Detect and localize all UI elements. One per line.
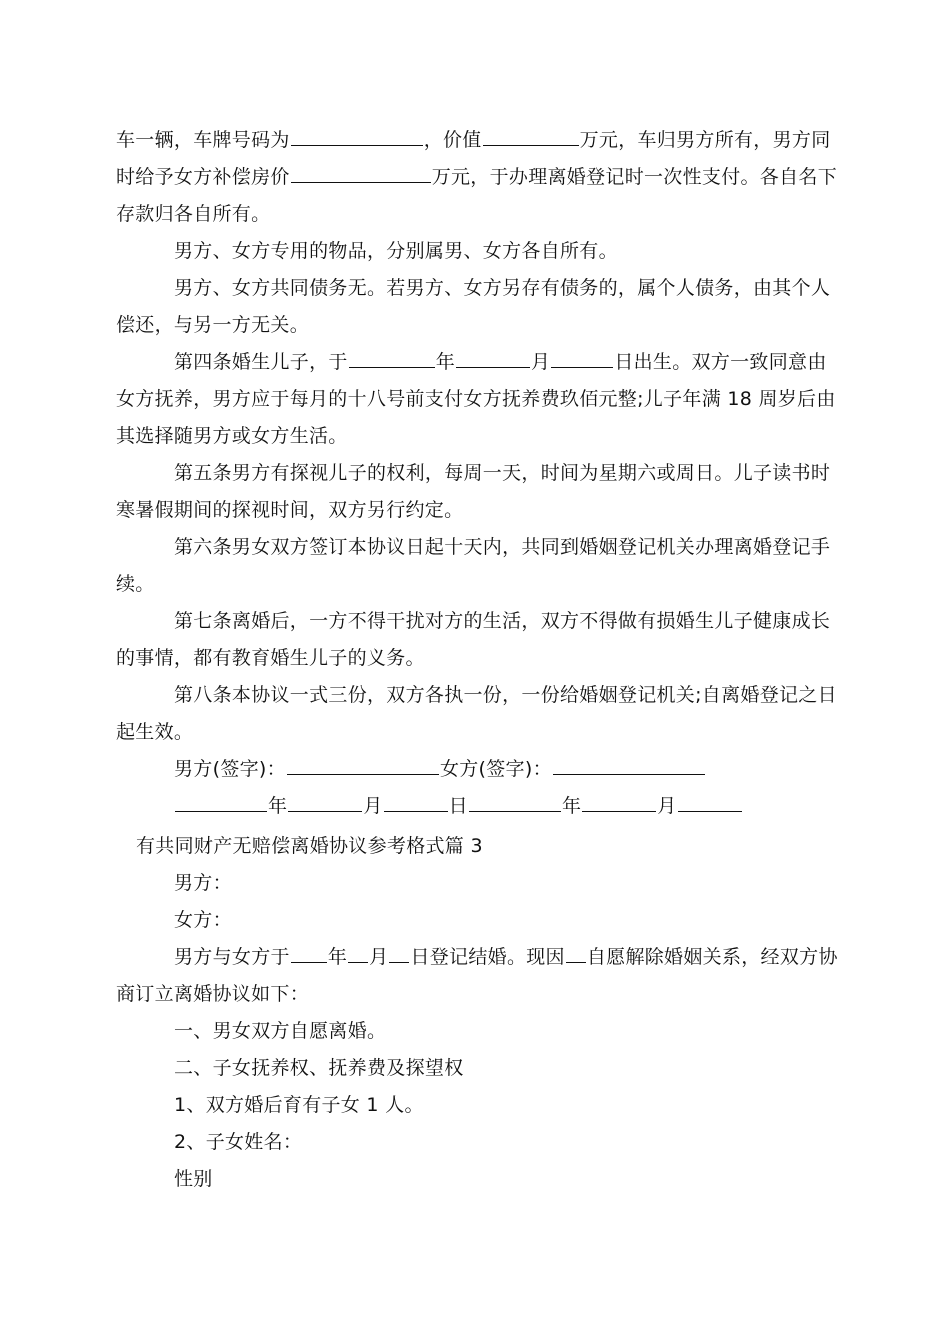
text-segment: 存款归各自所有。 (116, 203, 271, 225)
text-segment: 第六条男女双方签订本协议日起十天内，共同到婚姻登记机关办理离婚登记手 (174, 536, 831, 558)
fill-in-blank (291, 944, 327, 963)
paragraph-line (174, 606, 830, 636)
text-segment: 年 (268, 795, 288, 817)
paragraph-line (174, 680, 837, 710)
male-signature-label: 男方(签字)： (174, 758, 286, 780)
paragraph-line (174, 1164, 213, 1194)
paragraph-line (174, 1127, 302, 1157)
text-segment: 车一辆，车牌号码为 (116, 129, 290, 151)
fill-in-blank (469, 793, 561, 812)
paragraph-line (174, 458, 830, 488)
text-segment: 一、男女双方自愿离婚。 (174, 1020, 387, 1042)
fill-in-blank (678, 793, 742, 812)
paragraph-line (116, 569, 155, 599)
text-segment: 寒暑假期间的探视时间，双方另行约定。 (116, 499, 464, 521)
paragraph-line (116, 125, 831, 155)
date-line (174, 791, 743, 821)
paragraph-line (116, 199, 270, 229)
text-segment: 年 (327, 946, 348, 968)
text-segment: 其选择随男方或女方生活。 (116, 425, 348, 447)
paragraph-line (174, 273, 830, 303)
text-segment: 续。 (116, 573, 155, 595)
fill-in-blank (288, 793, 362, 812)
text-segment: 日登记结婚。现因 (410, 946, 565, 968)
text-segment: 日 (448, 795, 468, 817)
section-title: 有共同财产无赔偿离婚协议参考格式篇 3 (136, 835, 483, 857)
fill-in-blank (291, 164, 431, 183)
paragraph-line (174, 905, 232, 935)
fill-in-blank (384, 793, 448, 812)
fill-in-blank (175, 793, 267, 812)
text-segment: 第四条婚生儿子，于 (174, 351, 348, 373)
text-segment: 年 (561, 795, 582, 817)
paragraph-line (116, 162, 837, 192)
text-segment: 商订立离婚协议如下： (116, 983, 310, 1005)
section-heading (136, 831, 483, 861)
fill-in-blank (456, 349, 530, 368)
fill-in-blank (483, 127, 579, 146)
fill-in-blank (566, 944, 586, 963)
text-segment: 男方、女方专用的物品，分别属男、女方各自所有。 (174, 240, 618, 262)
text-segment: 2、子女姓名： (174, 1131, 303, 1153)
paragraph-line (174, 1090, 424, 1120)
text-segment: 男方、女方共同债务无。若男方、女方另存有债务的，属个人债务，由其个人 (174, 277, 831, 299)
text-segment: 女方： (174, 909, 232, 931)
signature-blank (553, 756, 705, 775)
text-segment: 的事情，都有教育婚生儿子的义务。 (116, 647, 425, 669)
text-segment: 月 (531, 351, 551, 373)
text-segment: 年 (435, 351, 456, 373)
text-segment: 男方： (174, 872, 232, 894)
text-segment: 月 (369, 946, 389, 968)
paragraph-line (116, 310, 309, 340)
text-segment: 万元，于办理离婚登记时一次性支付。各自名下 (431, 166, 838, 188)
text-segment: 月 (657, 795, 677, 817)
fill-in-blank (582, 793, 656, 812)
signature-blank (287, 756, 439, 775)
text-segment: 月 (363, 795, 383, 817)
fill-in-blank (348, 944, 368, 963)
paragraph-line (174, 942, 838, 972)
text-segment: 男方与女方于 (174, 946, 290, 968)
paragraph-line (174, 1016, 386, 1046)
text-segment: 时给予女方补偿房价 (116, 166, 290, 188)
paragraph-line (174, 532, 830, 562)
paragraph-line (116, 421, 348, 451)
text-segment: 第七条离婚后，一方不得干扰对方的生活，双方不得做有损婚生儿子健康成长 (174, 610, 831, 632)
text-segment: 第五条男方有探视儿子的权利，每周一天，时间为星期六或周日。儿子读书时 (174, 462, 831, 484)
fill-in-blank (291, 127, 423, 146)
paragraph-line (116, 979, 309, 1009)
text-segment: 日出生。双方一致同意由 (614, 351, 827, 373)
text-segment: 偿还，与另一方无关。 (116, 314, 310, 336)
fill-in-blank (551, 349, 613, 368)
fill-in-blank (389, 944, 409, 963)
paragraph-line (116, 643, 425, 673)
text-segment: 女方抚养，男方应于每月的十八号前支付女方抚养费玖佰元整;儿子年满 18 周岁后由 (116, 388, 836, 410)
paragraph-line (116, 384, 836, 414)
fill-in-blank (349, 349, 435, 368)
female-signature-label: 女方(签字)： (439, 758, 552, 780)
text-segment: 第八条本协议一式三份，双方各执一份，一份给婚姻登记机关;自离婚登记之日 (174, 684, 837, 706)
signature-line (174, 754, 706, 784)
text-segment: ，价值 (423, 129, 482, 151)
text-segment: 二、子女抚养权、抚养费及探望权 (174, 1057, 464, 1079)
paragraph-line (116, 495, 463, 525)
paragraph-line (174, 1053, 464, 1083)
paragraph-line (174, 236, 618, 266)
text-segment: 万元，车归男方所有，男方同 (579, 129, 831, 151)
text-segment: 性别 (174, 1168, 213, 1190)
text-segment: 自愿解除婚姻关系，经双方协 (586, 946, 838, 968)
paragraph-line (116, 717, 193, 747)
text-segment: 起生效。 (116, 721, 194, 743)
paragraph-line (174, 868, 232, 898)
text-segment: 1、双方婚后育有子女 1 人。 (174, 1094, 424, 1116)
paragraph-line (174, 347, 827, 377)
